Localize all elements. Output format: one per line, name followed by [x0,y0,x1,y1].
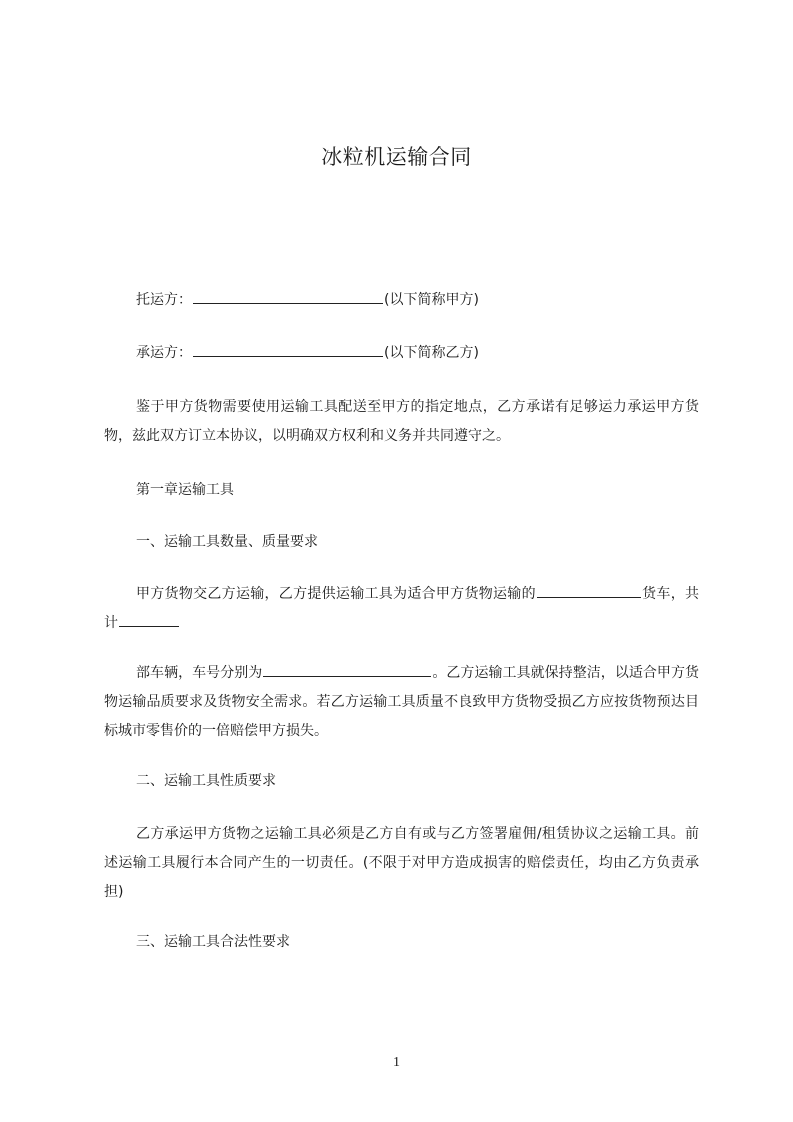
section-1-paragraph-2 [104,659,699,746]
carrier-blank [193,342,383,357]
preamble-paragraph: 鉴于甲方货物需要使用运输工具配送至甲方的指定地点，乙方承诺有足够运力承运甲方货物，兹此双方订立本协议，以明确双方权利和义务并共同遵守之。 [104,399,699,444]
consignor-suffix: (以下简称甲方) [384,292,479,308]
section-1-p1-text-a: 甲方货物交乙方运输，乙方提供运输工具为适合甲方货物运输的 [136,586,536,602]
section-2-heading: 二、运输工具性质要求 [136,773,276,789]
carrier-suffix: (以下简称乙方) [384,345,479,361]
carrier-line [104,339,699,368]
section-1-p2-text-b: 。乙方运输工具就保持整洁，以适合甲方货物运输品质要求及货物安全需求。若乙方运输工具质量不良致甲方货物受损乙方应按货物预达目标城市零售价的一倍赔偿甲方损失。 [104,665,700,739]
section-1-paragraph-1 [104,580,699,638]
plate-numbers-blank [263,662,431,677]
document-title: 冰粒机运输合同 [321,145,472,169]
section-1-heading: 一、运输工具数量、质量要求 [136,534,318,550]
page-number: 1 [393,1055,400,1070]
section-1-p2-text-a: 部车辆，车号分别为 [136,665,263,681]
vehicle-count-blank [119,612,179,627]
vehicle-type-blank [537,583,641,598]
consignor-line [104,286,699,315]
section-1-p1-text-b: 货车，共计 [104,586,699,631]
section-2-paragraph-1: 乙方承运甲方货物之运输工具必须是乙方自有或与乙方签署雇佣/租赁协议之运输工具。前述运输工具履行本合同产生的一切责任。(不限于对甲方造成损害的赔偿责任，均由乙方负责承担) [104,826,699,900]
chapter-1-heading: 第一章运输工具 [136,482,234,498]
consignor-blank [193,289,383,304]
section-3-heading: 三、运输工具合法性要求 [136,934,290,950]
carrier-label: 承运方： [136,345,192,361]
consignor-label: 托运方： [136,292,192,308]
